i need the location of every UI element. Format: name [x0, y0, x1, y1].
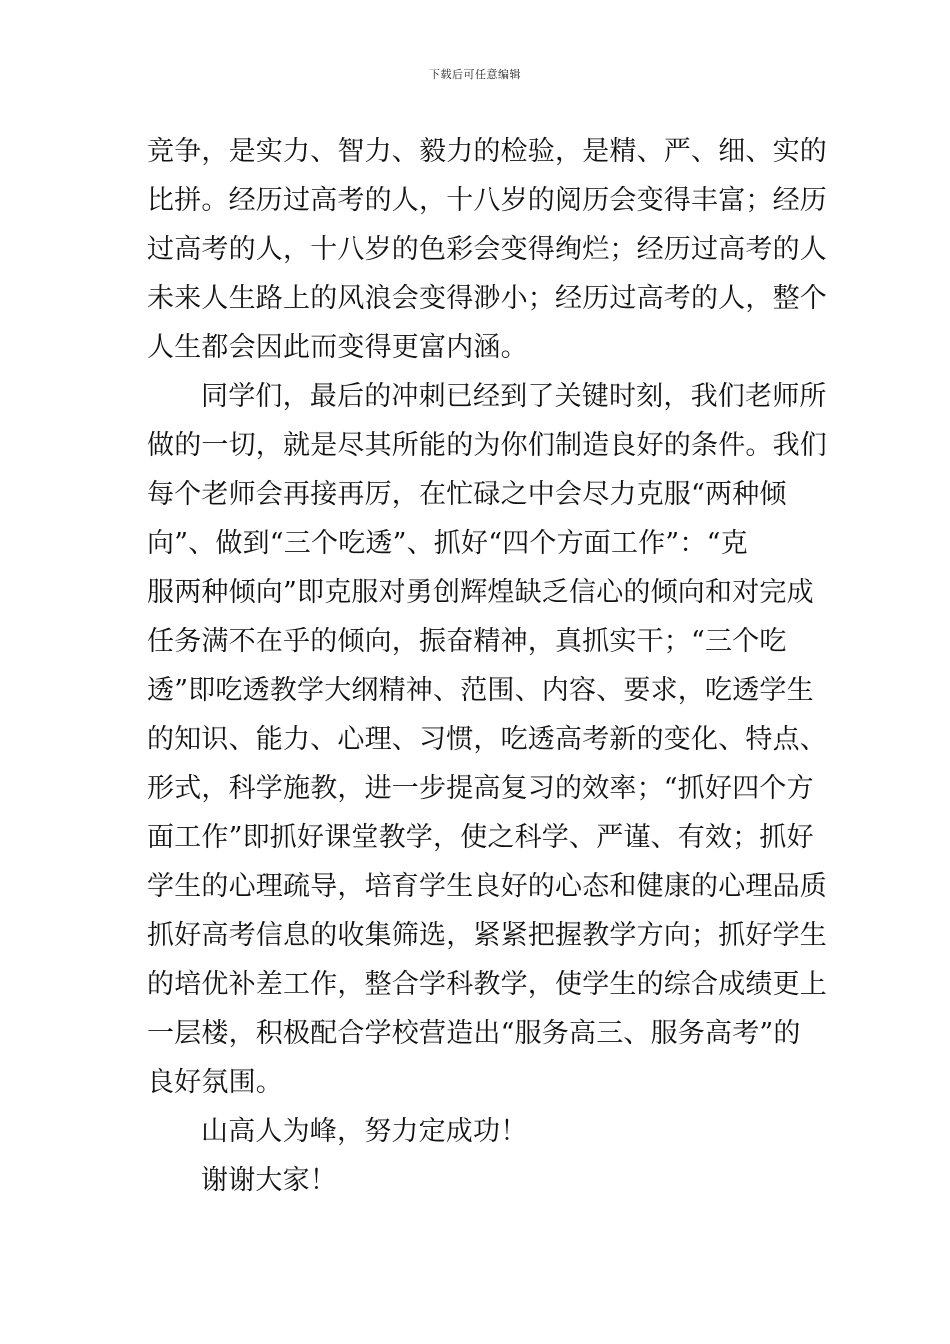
document-body: [147, 127, 827, 1205]
text-line: 面工作”即抓好课堂教学，使之科学、严谨、有效；抓好: [147, 822, 814, 853]
text-line: 的培优补差工作，整合学科教学，使学生的综合成绩更上: [147, 969, 827, 1000]
text-line: 未来人生路上的风浪会变得渺小；经历过高考的人，整个: [147, 283, 827, 314]
text-line: 向”、做到“三个吃透”、抓好“四个方面工作”：“克: [147, 528, 748, 559]
paragraph-4: [147, 1156, 807, 1205]
page-header: 下载后可任意编辑: [429, 68, 521, 81]
paragraph-1: [147, 127, 827, 372]
text-line: 比拼。经历过高考的人，十八岁的阅历会变得丰富；经历: [147, 185, 827, 216]
text-line: 人生都会因此而变得更富内涵。: [147, 332, 528, 363]
text-line: 服两种倾向”即克服对勇创辉煌缺乏信心的倾向和对完成: [147, 577, 814, 608]
text-line: 抓好高考信息的收集筛选，紧紧把握教学方向；抓好学生: [147, 920, 827, 951]
text-line: 做的一切，就是尽其所能的为你们制造良好的条件。我们: [147, 430, 827, 461]
text-line: 透”即吃透教学大纲精神、范围、内容、要求，吃透学生: [147, 675, 814, 706]
text-line: 的知识、能力、心理、习惯，吃透高考新的变化、特点、: [147, 724, 827, 755]
text-line: 学生的心理疏导，培育学生良好的心态和健康的心理品质: [147, 871, 827, 902]
text-line: 过高考的人，十八岁的色彩会变得绚烂；经历过高考的人: [147, 234, 827, 265]
text-line: 每个老师会再接再厉，在忙碌之中会尽力克服“两种倾: [147, 479, 787, 510]
text-line: 形式，科学施教，进一步提高复习的效率；“抓好四个方: [147, 773, 814, 804]
text-line: 山高人为峰，努力定成功！: [201, 1116, 528, 1147]
text-line: 一层楼，积极配合学校营造出“服务高三、服务高考”的: [147, 1018, 801, 1049]
text-line: 任务满不在乎的倾向，振奋精神，真抓实干；“三个吃: [147, 626, 787, 657]
paragraph-3: [147, 1107, 807, 1156]
text-line: 同学们，最后的冲刺已经到了关键时刻，我们老师所: [201, 381, 827, 412]
text-line: 谢谢大家！: [201, 1165, 337, 1196]
paragraph-2: [147, 372, 827, 1107]
text-line: 竞争，是实力、智力、毅力的检验，是精、严、细、实的: [147, 136, 827, 167]
text-line: 良好氛围。: [147, 1067, 283, 1098]
